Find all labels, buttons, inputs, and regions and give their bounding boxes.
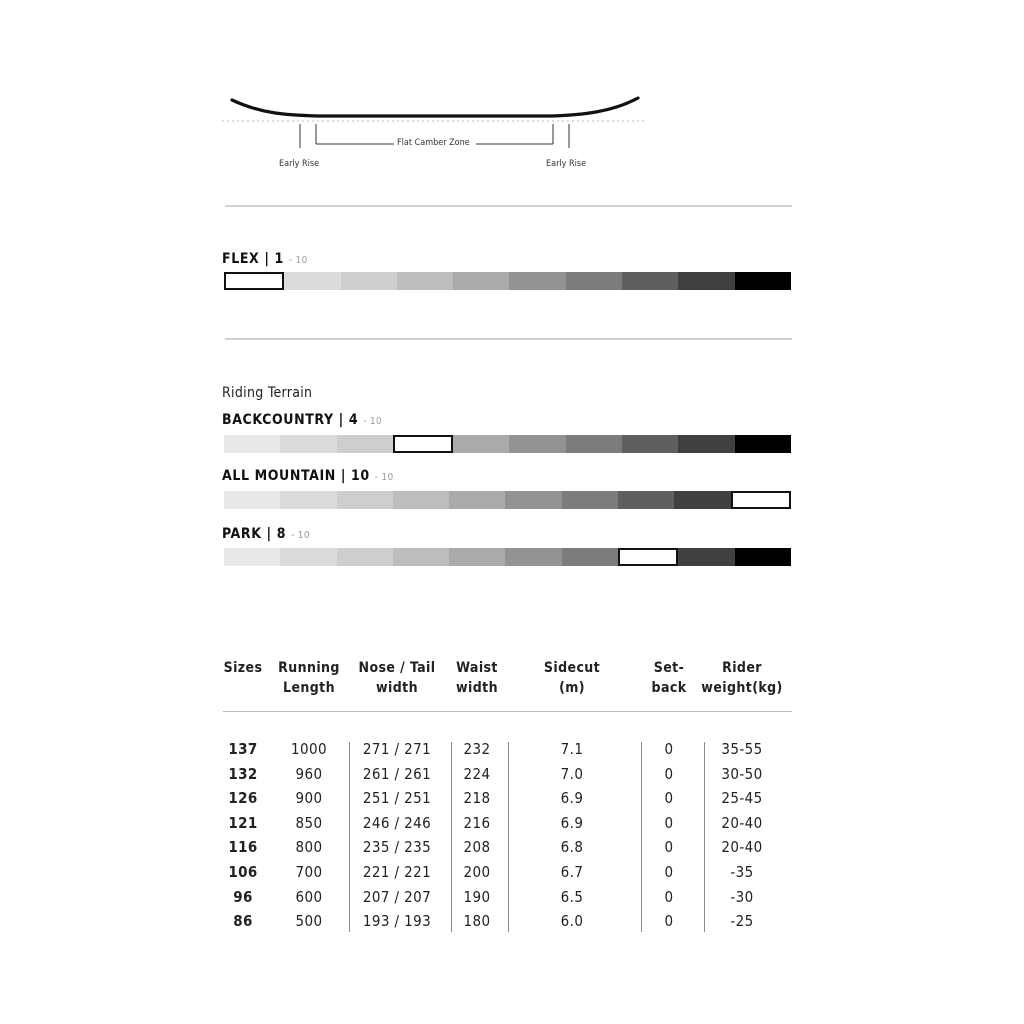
flex-label: FLEX [222, 251, 260, 267]
table-cell-sidecut: 6.0 [560, 912, 584, 931]
separator: | [338, 412, 344, 428]
size-cell: 132 [228, 764, 258, 783]
table-cell-sidecut: 6.9 [560, 789, 584, 808]
column-separator [451, 742, 452, 932]
scale-segment [678, 272, 734, 290]
scale-segment [224, 548, 280, 566]
table-cell-rider-weight: 20-40 [721, 838, 763, 857]
table-cell-waist-width: 190 [463, 887, 491, 906]
scale-segment [397, 272, 453, 290]
table-cell-nose-tail-width: 251 / 251 [362, 789, 432, 808]
scale-segment-selected [731, 491, 791, 509]
column-header-line: Running [278, 660, 340, 676]
divider [225, 205, 792, 207]
column-header-running-length [278, 658, 340, 698]
scale-segment [224, 435, 280, 453]
table-cell-running-length: 900 [295, 789, 323, 808]
park-label: PARK [222, 526, 262, 542]
separator: | [264, 251, 270, 267]
scale-segment-selected [618, 548, 678, 566]
table-cell-sidecut: 6.8 [560, 838, 584, 857]
table-cell-sidecut: 6.5 [560, 887, 584, 906]
size-cell: 137 [228, 740, 258, 758]
table-cell-running-length: 960 [295, 764, 323, 783]
scale-segment [566, 272, 622, 290]
column-header-line: back [651, 680, 687, 696]
backcountry-scale [224, 435, 791, 453]
size-cell: 126 [228, 789, 258, 808]
backcountry-value: 4 [348, 412, 359, 428]
park-scale [224, 548, 791, 566]
scale-segment [509, 435, 565, 453]
table-cell-running-length: 1000 [291, 740, 327, 758]
column-header-setback [652, 658, 687, 698]
column-header-rider-weight [701, 658, 782, 698]
table-header-rule [223, 711, 792, 712]
column-header-waist-width [456, 658, 498, 698]
flex-title [222, 251, 308, 267]
park-value: 8 [276, 526, 287, 542]
early-rise-left-label: Early Rise [279, 159, 320, 169]
scale-segment [562, 548, 618, 566]
table-cell-nose-tail-width: 221 / 221 [362, 863, 432, 881]
scale-segment [674, 491, 730, 509]
flat-camber-zone-label: Flat Camber Zone [397, 138, 470, 148]
table-cell-rider-weight: 30-50 [721, 764, 763, 783]
table-cell-nose-tail-width: 271 / 271 [362, 740, 432, 758]
table-cell-nose-tail-width: 235 / 235 [362, 838, 432, 857]
column-header-line: Sizes [223, 660, 263, 676]
column-header-line: Length [283, 680, 335, 696]
scale-segment [453, 435, 509, 453]
column-header-line: Rider [722, 660, 762, 676]
table-cell-running-length: 700 [295, 863, 323, 881]
table-cell-setback: 0 [664, 764, 674, 783]
table-cell-setback: 0 [664, 740, 674, 758]
scale-segment [453, 272, 509, 290]
table-cell-sidecut: 7.1 [560, 740, 584, 758]
table-cell-rider-weight: -30 [730, 887, 754, 906]
flex-value: 1 [274, 251, 284, 267]
scale-segment [678, 435, 734, 453]
scale-segment [341, 272, 397, 290]
scale-segment [735, 272, 791, 290]
separator: | [340, 468, 347, 484]
riding-terrain-title: Riding Terrain [222, 385, 313, 401]
table-cell-running-length: 800 [295, 838, 323, 857]
size-cell: 116 [228, 838, 258, 857]
column-header-line: weight(kg) [701, 680, 783, 696]
scale-segment [337, 548, 393, 566]
flex-max: - 10 [288, 255, 308, 266]
table-cell-waist-width: 232 [463, 740, 491, 758]
scale-segment [393, 491, 449, 509]
table-cell-nose-tail-width: 246 / 246 [362, 813, 432, 832]
all-mountain-scale [224, 491, 791, 509]
scale-segment [337, 491, 393, 509]
scale-segment [566, 435, 622, 453]
scale-segment [284, 272, 340, 290]
column-separator [641, 742, 642, 932]
column-separator [349, 742, 350, 932]
scale-segment-selected [393, 435, 453, 453]
column-header-line: Nose / Tail [358, 660, 436, 676]
all-mountain-title [222, 468, 394, 484]
scale-segment [735, 435, 791, 453]
table-cell-setback: 0 [664, 789, 674, 808]
table-cell-sidecut: 6.7 [560, 863, 584, 881]
table-cell-waist-width: 180 [463, 912, 491, 931]
table-cell-setback: 0 [664, 838, 674, 857]
table-cell-setback: 0 [664, 887, 674, 906]
table-cell-setback: 0 [664, 813, 674, 832]
table-cell-waist-width: 216 [463, 813, 491, 832]
scale-segment [505, 491, 561, 509]
table-cell-sidecut: 6.9 [560, 813, 584, 832]
table-cell-running-length: 500 [295, 912, 323, 931]
scale-segment [393, 548, 449, 566]
table-cell-rider-weight: 20-40 [721, 813, 763, 832]
scale-segment [224, 491, 280, 509]
divider [225, 338, 792, 340]
table-cell-rider-weight: 25-45 [721, 789, 763, 808]
column-header-line: Set- [653, 660, 685, 676]
flex-scale [224, 272, 791, 290]
park-max: - 10 [291, 530, 310, 541]
table-cell-waist-width: 208 [463, 838, 491, 857]
size-cell: 96 [233, 887, 253, 906]
column-header-line: Sidecut [543, 660, 601, 676]
table-cell-nose-tail-width: 207 / 207 [362, 887, 432, 906]
park-title [222, 526, 310, 542]
table-cell-waist-width: 224 [463, 764, 491, 783]
size-cell: 121 [228, 813, 258, 832]
scale-segment [622, 272, 678, 290]
column-header-line: (m) [559, 680, 585, 696]
table-cell-waist-width: 200 [463, 863, 491, 881]
scale-segment [622, 435, 678, 453]
scale-segment [735, 548, 791, 566]
all-mountain-value: 10 [351, 468, 370, 484]
scale-segment [449, 548, 505, 566]
table-cell-rider-weight: 35-55 [721, 740, 763, 758]
backcountry-title [222, 412, 382, 428]
column-header-nose-tail-width [359, 658, 436, 698]
table-cell-running-length: 850 [295, 813, 323, 832]
table-cell-sidecut: 7.0 [560, 764, 584, 783]
column-separator [704, 742, 705, 932]
scale-segment [337, 435, 393, 453]
separator: | [266, 526, 272, 542]
all-mountain-max: - 10 [374, 472, 394, 483]
column-header-sidecut [544, 658, 600, 698]
column-header-line: width [456, 680, 498, 696]
table-cell-rider-weight: -35 [730, 863, 754, 881]
scale-segment [280, 548, 336, 566]
scale-segment [280, 435, 336, 453]
table-cell-nose-tail-width: 193 / 193 [362, 912, 432, 931]
board-profile-curve [232, 98, 638, 116]
table-cell-rider-weight: -25 [730, 912, 754, 931]
table-cell-waist-width: 218 [463, 789, 491, 808]
table-cell-running-length: 600 [295, 887, 323, 906]
backcountry-max: - 10 [363, 416, 382, 427]
scale-segment [618, 491, 674, 509]
scale-segment [678, 548, 734, 566]
scale-segment [509, 272, 565, 290]
table-cell-nose-tail-width: 261 / 261 [362, 764, 432, 783]
all-mountain-label: ALL MOUNTAIN [222, 468, 336, 484]
scale-segment [562, 491, 618, 509]
early-rise-right-label: Early Rise [546, 159, 587, 169]
scale-segment-selected [224, 272, 284, 290]
table-cell-setback: 0 [664, 863, 674, 881]
size-cell: 106 [228, 863, 258, 881]
column-separator [508, 742, 509, 932]
column-header-line: width [376, 680, 418, 696]
table-cell-setback: 0 [664, 912, 674, 931]
backcountry-label: BACKCOUNTRY [222, 412, 334, 428]
scale-segment [505, 548, 561, 566]
column-header-sizes [224, 658, 263, 678]
size-cell: 86 [233, 912, 253, 931]
scale-segment [280, 491, 336, 509]
scale-segment [449, 491, 505, 509]
column-header-line: Waist [456, 660, 498, 676]
